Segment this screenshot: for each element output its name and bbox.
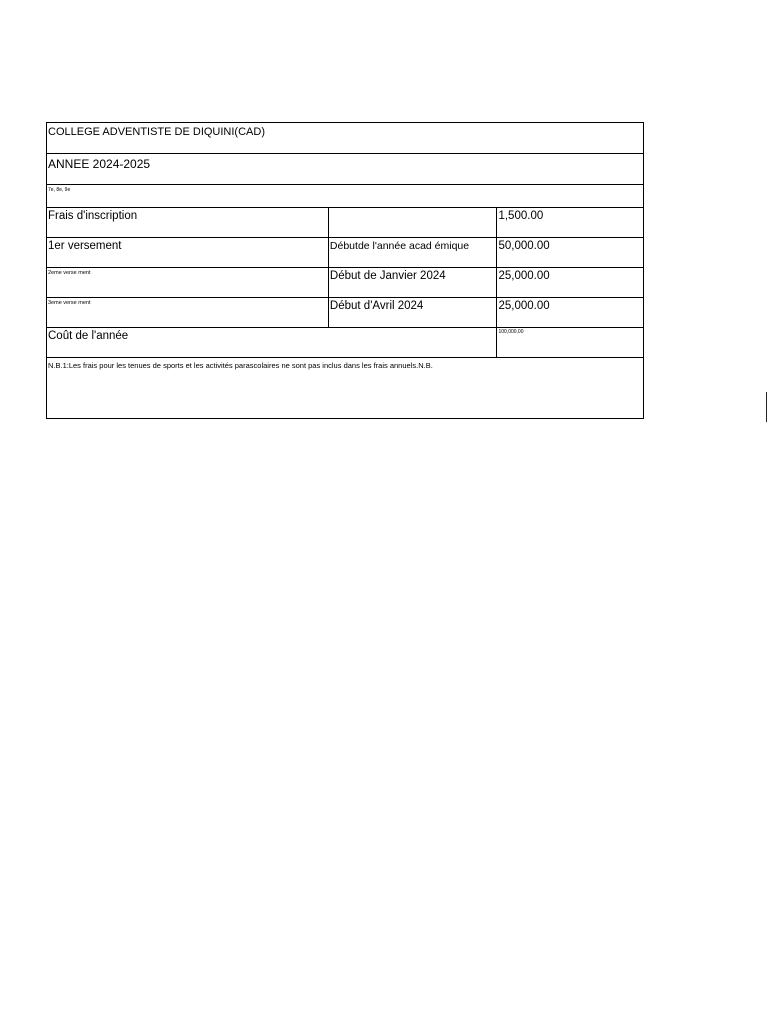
fee-row [47,238,644,268]
note-row [47,358,644,419]
total-row [47,328,644,358]
fee-amount: 25,000.00 [497,268,644,298]
fee-row [47,208,644,238]
fee-schedule-table [46,122,644,419]
fee-label: 3eme verse ment [47,298,329,328]
fee-label: 1er versement [47,238,329,268]
fee-period [328,208,497,238]
fee-amount: 50,000.00 [497,238,644,268]
school-name-row [47,123,644,154]
fee-row [47,298,644,328]
school-year-row [47,154,644,185]
fee-period: Début d'Avril 2024 [328,298,497,328]
fee-period: Débutde l'année acad émique [328,238,497,268]
fee-label: 2eme verse ment [47,268,329,298]
classes-row [47,185,644,208]
fee-label: Frais d'inscription [47,208,329,238]
total-label: Coût de l'année [47,328,497,358]
fee-row [47,268,644,298]
school-name: COLLEGE ADVENTISTE DE DIQUINI(CAD) [47,123,644,154]
note-text: N.B.1:Les frais pour les tenues de sports et les activités parascolaires ne sont pas inclus dans les frais annuels.N.B. [47,358,644,419]
fee-amount: 1,500.00 [497,208,644,238]
school-year: ANNEE 2024-2025 [47,154,644,185]
classes-label: 7e, 8e, 9e [47,185,644,208]
fee-amount: 25,000.00 [497,298,644,328]
page-edge-mark [766,392,767,422]
fee-period: Début de Janvier 2024 [328,268,497,298]
total-amount: 100,000.00 [497,328,644,358]
